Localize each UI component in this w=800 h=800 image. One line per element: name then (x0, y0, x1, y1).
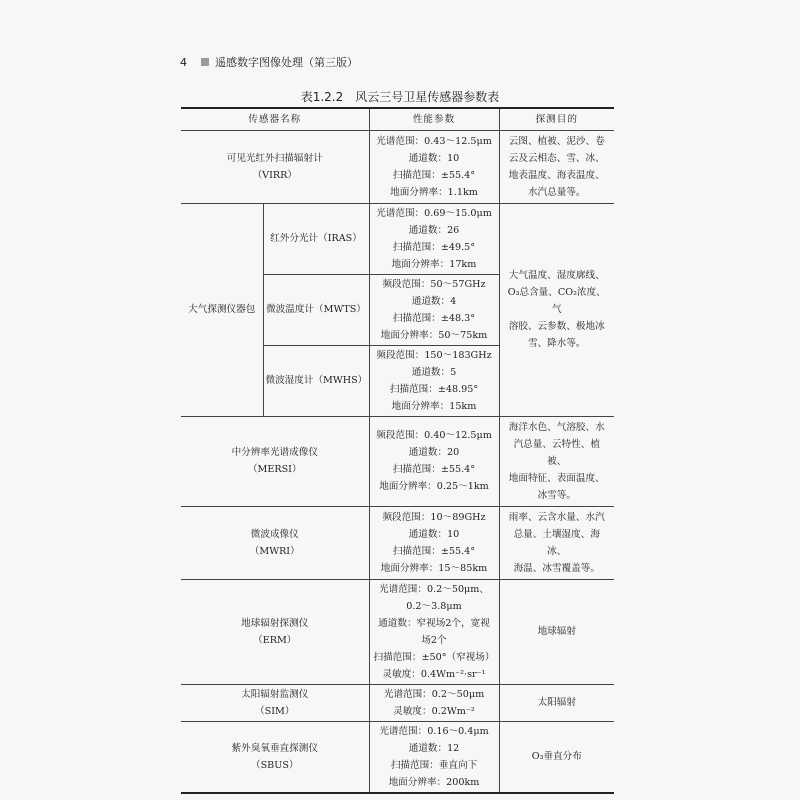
param-line: 地面分辨率：200km (388, 776, 480, 788)
sensor-name: 太阳辐射监测仪 (241, 688, 309, 700)
param-line: 扫描范围：±48.95° (389, 383, 479, 395)
sensor-name-cell (181, 506, 369, 579)
param-line: 通道数：12 (408, 742, 460, 754)
params-cell (369, 274, 499, 345)
params-cell (369, 416, 499, 506)
purpose-line: 地面特征、表面温度、 (508, 472, 605, 484)
param-line: 通道数：26 (408, 224, 460, 236)
table-row (181, 130, 614, 203)
purpose-cell (499, 684, 614, 721)
param-line: 通道数：20 (408, 447, 460, 458)
sensor-name: 地球辐射探测仪 (241, 617, 309, 629)
sensor-name-cell (181, 684, 369, 721)
param-line: 扫描范围：±48.3° (392, 312, 476, 324)
purpose-line: 雨率、云含水量、水汽 (508, 511, 605, 523)
header-sensor-name: 传感器名称 (181, 108, 369, 130)
param-line: 通道数：10 (408, 152, 460, 164)
param-line: 光谱范围：0.43～12.5μm (376, 135, 492, 147)
param-line: 频段范围：50～57GHz (382, 278, 486, 290)
purpose-line: 海洋水色、气溶胶、水 (508, 421, 605, 433)
params-cell (369, 130, 499, 203)
params-cell (369, 721, 499, 793)
sensor-name-cell (181, 416, 369, 506)
sensor-table-wrap (181, 107, 614, 794)
param-line: 光谱范围：0.16～0.4μm (379, 725, 489, 737)
sensor-name-cell (181, 579, 369, 684)
purpose-line: O₃总含量、CO₂浓度、气 (507, 287, 606, 315)
params-cell (369, 579, 499, 684)
purpose-line: 汽总量、云特性、植被、 (513, 438, 600, 467)
sensor-parameter-table (181, 107, 614, 794)
param-line: 通道数：窄视场2个，宽视 (378, 617, 490, 629)
sensor-name-cell (181, 721, 369, 793)
book-title: 遥感数字图像处理（第三版） (215, 56, 358, 69)
param-line: 地面分辨率：1.1km (390, 186, 478, 198)
header-purpose: 探测目的 (499, 108, 614, 130)
purpose-line: O₃垂直分布 (531, 751, 582, 762)
header-parameters: 性能参数 (369, 108, 499, 130)
table-row (181, 203, 614, 274)
sensor-abbr: （ERM） (253, 634, 297, 646)
param-line: 频段范围：150～183GHz (376, 349, 492, 361)
purpose-line: 雪、降水等。 (527, 338, 586, 349)
param-line: 地面分辨率：15～85km (380, 562, 488, 574)
purpose-cell (499, 130, 614, 203)
purpose-cell (499, 721, 614, 793)
param-line: 频段范围：10～89GHz (382, 511, 486, 523)
param-line: 扫描范围：±55.4° (392, 169, 476, 181)
param-line: 光谱范围：0.69～15.0μm (376, 207, 492, 219)
param-line: 地面分辨率：50～75km (380, 329, 488, 341)
purpose-line: 云及云相态、雪、冰、 (508, 152, 605, 164)
purpose-line: 冰雪等。 (537, 489, 576, 501)
purpose-line: 地球辐射 (537, 626, 576, 637)
purpose-cell (499, 203, 614, 416)
params-cell (369, 203, 499, 274)
param-line: 地面分辨率：0.25～1km (379, 481, 489, 492)
purpose-cell (499, 506, 614, 579)
purpose-line: 总量、土壤湿度、海冰、 (513, 528, 600, 557)
param-line: 场2个 (421, 634, 447, 646)
sensor-name: 紫外臭氧垂直探测仪 (231, 742, 318, 754)
param-line: 扫描范围：±55.4° (392, 545, 476, 557)
table-header-row (181, 108, 614, 130)
param-line: 地面分辨率：17km (391, 258, 477, 270)
param-line: 频段范围：0.40～12.5μm (376, 430, 492, 441)
sensor-name: 微波成像仪 (250, 528, 299, 540)
table-row (181, 416, 614, 506)
param-line: 通道数：4 (411, 295, 457, 307)
table-row (181, 579, 614, 684)
table-row (181, 684, 614, 721)
running-head (180, 54, 358, 70)
table-caption: 表1.2.2 风云三号卫星传感器参数表 (300, 90, 500, 104)
param-line: 通道数：5 (411, 366, 457, 378)
table-row (181, 721, 614, 793)
param-line: 扫描范围：±50°（窄视场） (373, 651, 495, 663)
param-line: 灵敏度：0.4Wm⁻²·sr⁻¹ (382, 668, 486, 680)
table-row (181, 506, 614, 579)
page-number: 4 (180, 55, 187, 69)
sensor-name-cell (181, 130, 369, 203)
params-cell (369, 345, 499, 416)
sensor-abbr: （VIRR） (252, 169, 297, 181)
sub-sensor-name: 红外分光计（IRAS） (263, 203, 369, 274)
purpose-line: 太阳辐射 (537, 697, 576, 708)
params-cell (369, 506, 499, 579)
square-marker-icon (201, 58, 209, 66)
purpose-line: 溶胶、云参数、极地冰 (508, 321, 605, 332)
sensor-abbr: （SIM） (255, 705, 295, 717)
params-cell (369, 684, 499, 721)
purpose-cell (499, 579, 614, 684)
purpose-line: 大气温度、湿度廓线、 (508, 270, 605, 281)
param-line: 地面分辨率：15km (391, 400, 477, 412)
param-line: 扫描范围：垂直向下 (390, 759, 478, 771)
param-line: 0.2～3.8μm (406, 600, 462, 612)
param-line: 灵敏度：0.2Wm⁻² (393, 705, 475, 717)
sensor-abbr: （MWRI） (249, 545, 300, 557)
sensor-name: 可见光红外扫描辐射计 (226, 152, 323, 164)
param-line: 光谱范围：0.2～50μm、 (379, 583, 489, 595)
sub-sensor-name: 微波温度计（MWTS） (263, 274, 369, 345)
sensor-abbr: （MERSI） (247, 464, 302, 475)
param-line: 扫描范围：±49.5° (392, 241, 476, 253)
group-name-cell: 大气探测仪器包 (181, 203, 263, 416)
param-line: 扫描范围：±55.4° (392, 464, 476, 475)
purpose-line: 海温、冰雪覆盖等。 (513, 562, 600, 574)
purpose-cell (499, 416, 614, 506)
param-line: 通道数：10 (408, 528, 460, 540)
purpose-line: 云图、植被、泥沙、卷 (508, 135, 605, 147)
sensor-abbr: （SBUS） (251, 759, 299, 771)
param-line: 光谱范围：0.2～50μm (383, 688, 485, 700)
sub-sensor-name: 微波湿度计（MWHS） (263, 345, 369, 416)
sensor-name: 中分辨率光谱成像仪 (231, 447, 318, 458)
purpose-line: 水汽总量等。 (527, 186, 586, 198)
purpose-line: 地表温度、海表温度、 (508, 169, 605, 181)
